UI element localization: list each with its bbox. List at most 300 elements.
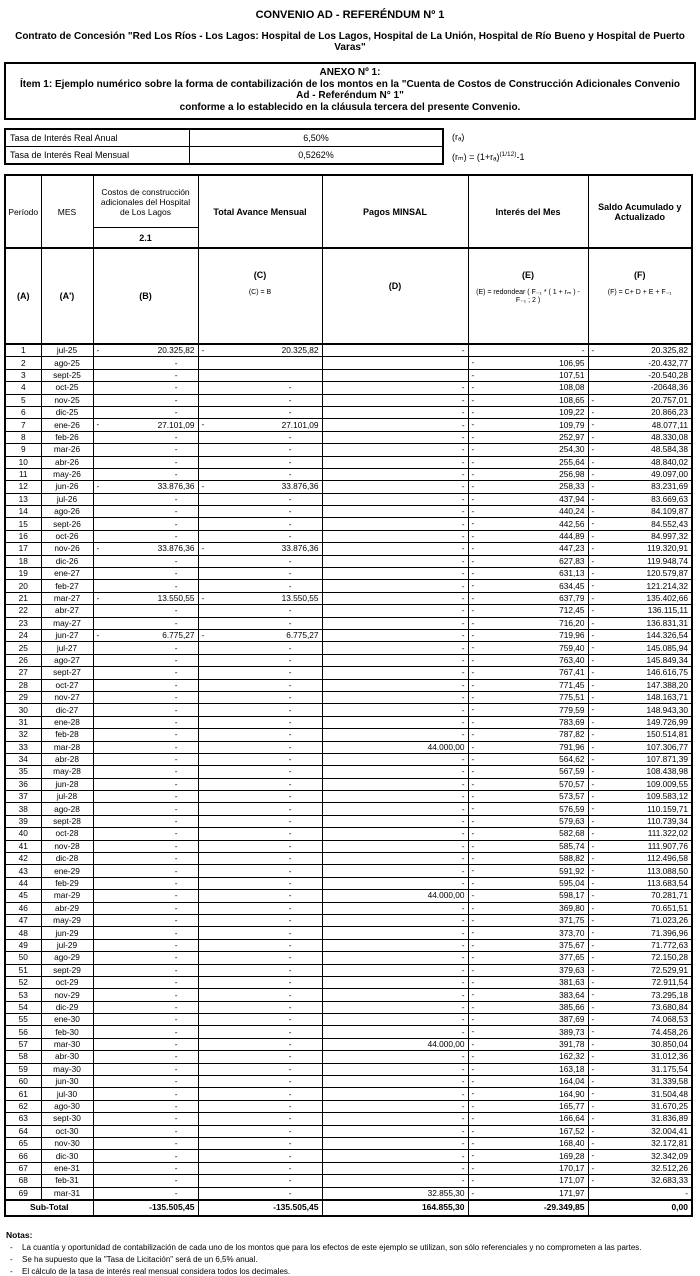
table-row xyxy=(5,444,692,456)
cell-avance: - xyxy=(198,828,322,840)
cell-avance: - xyxy=(198,394,322,406)
formula-f: (F) = C+ D + E + F₋₁ xyxy=(607,288,672,296)
cell-mes: sept-28 xyxy=(41,815,93,827)
cell-avance: - xyxy=(198,1187,322,1200)
cell-mes: ene-31 xyxy=(41,1162,93,1174)
cell-costos: - xyxy=(93,778,198,790)
table-row xyxy=(5,667,692,679)
cell-interes: - 171,97 xyxy=(468,1187,588,1200)
table-row xyxy=(5,344,692,357)
cell-interes: - 391,78 xyxy=(468,1038,588,1050)
column-header-interes: Interés del Mes xyxy=(468,175,588,248)
cell-costos: - xyxy=(93,902,198,914)
cell-saldo: - 71.396,96 xyxy=(588,927,692,939)
cell-periodo: 16 xyxy=(5,530,41,542)
cell-periodo: 32 xyxy=(5,729,41,741)
cell-periodo: 26 xyxy=(5,654,41,666)
cell-costos: - xyxy=(93,1150,198,1162)
cell-mes: oct-28 xyxy=(41,828,93,840)
cell-mes: may-28 xyxy=(41,766,93,778)
note-text: El cálculo de la tasa de interés real mensual considera todos los decimales. xyxy=(22,1266,291,1276)
cell-saldo: - 135.402,66 xyxy=(588,592,692,604)
cell-periodo: 50 xyxy=(5,952,41,964)
cell-pagos: - xyxy=(322,1088,468,1100)
cell-costos: - xyxy=(93,382,198,394)
cell-costos: - 20.325,82 xyxy=(93,344,198,357)
table-row xyxy=(5,877,692,889)
cell-periodo: 58 xyxy=(5,1051,41,1063)
cell-mes: jul-26 xyxy=(41,493,93,505)
cell-mes: nov-27 xyxy=(41,691,93,703)
cell-periodo: 54 xyxy=(5,1001,41,1013)
cell-saldo: -20.432,77 xyxy=(588,357,692,369)
table-row xyxy=(5,382,692,394)
cell-costos: - xyxy=(93,741,198,753)
cell-avance: - xyxy=(198,605,322,617)
cell-mes: dic-28 xyxy=(41,853,93,865)
column-header-avance: Total Avance Mensual xyxy=(198,175,322,248)
cell-avance: - 33.876,36 xyxy=(198,481,322,493)
cell-mes: oct-29 xyxy=(41,976,93,988)
column-letter-a: (A) xyxy=(5,248,41,344)
cell-costos: - xyxy=(93,716,198,728)
cell-mes: oct-25 xyxy=(41,382,93,394)
table-row xyxy=(5,493,692,505)
cell-periodo: 23 xyxy=(5,617,41,629)
cell-saldo: -20.540,28 xyxy=(588,369,692,381)
cell-avance: - xyxy=(198,853,322,865)
cell-mes: nov-29 xyxy=(41,989,93,1001)
cell-pagos: - xyxy=(322,431,468,443)
cell-interes: - 573,57 xyxy=(468,791,588,803)
table-row xyxy=(5,543,692,555)
cell-mes: abr-28 xyxy=(41,753,93,765)
table-row xyxy=(5,1187,692,1200)
cell-periodo: 42 xyxy=(5,853,41,865)
cell-costos: - xyxy=(93,840,198,852)
cell-periodo: 40 xyxy=(5,828,41,840)
cell-avance: - xyxy=(198,952,322,964)
cell-costos: - xyxy=(93,444,198,456)
cell-saldo: - 31.504,48 xyxy=(588,1088,692,1100)
cell-avance: - xyxy=(198,704,322,716)
cell-interes: - 252,97 xyxy=(468,431,588,443)
cell-pagos: - xyxy=(322,927,468,939)
cell-saldo: - 70.651,51 xyxy=(588,902,692,914)
cell-costos: - xyxy=(93,493,198,505)
table-row xyxy=(5,468,692,480)
cell-mes: feb-28 xyxy=(41,729,93,741)
cell-pagos: - xyxy=(322,964,468,976)
cell-avance: - xyxy=(198,1113,322,1125)
cell-pagos: - xyxy=(322,419,468,431)
cell-saldo: - 70.281,71 xyxy=(588,890,692,902)
cell-pagos: - xyxy=(322,555,468,567)
cell-periodo: 66 xyxy=(5,1150,41,1162)
cell-interes: - 442,56 xyxy=(468,518,588,530)
cell-costos: - xyxy=(93,617,198,629)
cell-interes: - 627,83 xyxy=(468,555,588,567)
cell-periodo: 55 xyxy=(5,1014,41,1026)
cell-avance: - xyxy=(198,741,322,753)
cell-periodo: 7 xyxy=(5,419,41,431)
table-row xyxy=(5,803,692,815)
cell-saldo: - 145.085,94 xyxy=(588,642,692,654)
cell-periodo: 64 xyxy=(5,1125,41,1137)
cell-mes: ago-27 xyxy=(41,654,93,666)
cell-costos: - xyxy=(93,1138,198,1150)
cell-mes: nov-26 xyxy=(41,543,93,555)
cell-saldo: - 109.583,12 xyxy=(588,791,692,803)
cell-mes: dic-30 xyxy=(41,1150,93,1162)
column-letter-e: (E) (E) = redondear ( F₋₁ * ( 1 + rₘ ) - F₋₁ ; 2 ) xyxy=(468,248,588,344)
cell-interes: - 108,65 xyxy=(468,394,588,406)
cell-periodo: 65 xyxy=(5,1138,41,1150)
cell-interes: - 167,52 xyxy=(468,1125,588,1137)
cell-mes: sept-26 xyxy=(41,518,93,530)
cell-interes: - 582,68 xyxy=(468,828,588,840)
subtotal-label: Sub-Total xyxy=(5,1200,93,1216)
cell-costos: - xyxy=(93,766,198,778)
cell-pagos: - xyxy=(322,853,468,865)
subtotal-avance: -135.505,45 xyxy=(198,1200,322,1216)
cell-saldo: - 107.306,77 xyxy=(588,741,692,753)
cell-periodo: 29 xyxy=(5,691,41,703)
cell-periodo: 3 xyxy=(5,369,41,381)
cell-saldo: - xyxy=(588,1187,692,1200)
cell-pagos: - xyxy=(322,1113,468,1125)
cell-costos: - xyxy=(93,468,198,480)
amortization-table xyxy=(4,174,693,1217)
cell-periodo: 46 xyxy=(5,902,41,914)
cell-avance: - xyxy=(198,382,322,394)
cell-pagos: - xyxy=(322,753,468,765)
cell-avance: - xyxy=(198,1051,322,1063)
cell-mes: mar-26 xyxy=(41,444,93,456)
cell-mes: jun-29 xyxy=(41,927,93,939)
cell-pagos: - xyxy=(322,828,468,840)
cell-pagos: - xyxy=(322,939,468,951)
cell-mes: abr-26 xyxy=(41,456,93,468)
table-row xyxy=(5,1100,692,1112)
note-item xyxy=(6,1243,696,1252)
cell-mes: ene-30 xyxy=(41,1014,93,1026)
subtotal-saldo: 0,00 xyxy=(588,1200,692,1216)
cell-saldo: - 120.579,87 xyxy=(588,568,692,580)
cell-costos: - xyxy=(93,1175,198,1187)
cell-avance: - xyxy=(198,1100,322,1112)
cell-pagos: - xyxy=(322,766,468,778)
table-row xyxy=(5,890,692,902)
cell-pagos xyxy=(322,357,468,369)
cell-pagos: - xyxy=(322,716,468,728)
column-header-mes: MES xyxy=(41,175,93,248)
column-header-pagos: Pagos MINSAL xyxy=(322,175,468,248)
cell-avance: - 13.550,55 xyxy=(198,592,322,604)
cell-mes: may-27 xyxy=(41,617,93,629)
cell-interes: - 791,96 xyxy=(468,741,588,753)
cell-mes: mar-29 xyxy=(41,890,93,902)
cell-interes: - 163,18 xyxy=(468,1063,588,1075)
anexo-line-1: Ítem 1: Ejemplo numérico sobre la forma de contabilización de los montos en la "Cuenta de Costos de Construcción Adicionales Convenio Ad - Referéndum N° 1" xyxy=(19,79,681,101)
cell-interes: - 588,82 xyxy=(468,853,588,865)
cell-avance: - xyxy=(198,1088,322,1100)
cell-costos: - xyxy=(93,1113,198,1125)
cell-saldo: - 109.009,55 xyxy=(588,778,692,790)
cell-avance: - xyxy=(198,1076,322,1088)
table-row xyxy=(5,902,692,914)
cell-interes: - 634,45 xyxy=(468,580,588,592)
cell-interes: - 375,67 xyxy=(468,939,588,951)
cell-costos: - xyxy=(93,704,198,716)
cell-periodo: 18 xyxy=(5,555,41,567)
header-row-titles xyxy=(5,175,692,248)
table-row xyxy=(5,691,692,703)
notes-heading: Notas: xyxy=(6,1229,33,1240)
column-header-costos xyxy=(93,175,198,248)
cell-interes: - 389,73 xyxy=(468,1026,588,1038)
cell-pagos: 32.855,30 xyxy=(322,1187,468,1200)
cell-periodo: 11 xyxy=(5,468,41,480)
cell-saldo: - 107.871,39 xyxy=(588,753,692,765)
cell-mes: dic-29 xyxy=(41,1001,93,1013)
cell-pagos: - xyxy=(322,1150,468,1162)
cell-periodo: 4 xyxy=(5,382,41,394)
cell-costos: - xyxy=(93,654,198,666)
cell-saldo: - 31.670,25 xyxy=(588,1100,692,1112)
cell-mes: dic-27 xyxy=(41,704,93,716)
cell-saldo: - 83.231,69 xyxy=(588,481,692,493)
cell-pagos: - xyxy=(322,1138,468,1150)
cell-avance: - xyxy=(198,914,322,926)
cell-periodo: 35 xyxy=(5,766,41,778)
cell-periodo: 12 xyxy=(5,481,41,493)
cell-mes: jul-27 xyxy=(41,642,93,654)
cell-avance: - xyxy=(198,555,322,567)
cell-avance: - xyxy=(198,1138,322,1150)
cell-interes: - xyxy=(468,344,588,357)
subtotal-interes: -29.349,85 xyxy=(468,1200,588,1216)
cell-periodo: 67 xyxy=(5,1162,41,1174)
table-row xyxy=(5,865,692,877)
cell-pagos: - xyxy=(322,530,468,542)
cell-pagos: - xyxy=(322,344,468,357)
cell-pagos: - xyxy=(322,543,468,555)
rate-label-monthly: Tasa de Interés Real Mensual xyxy=(5,147,190,165)
cell-costos: - xyxy=(93,1014,198,1026)
cell-pagos: - xyxy=(322,791,468,803)
cell-saldo: - 148.163,71 xyxy=(588,691,692,703)
table-row xyxy=(5,431,692,443)
cell-saldo: - 72.150,28 xyxy=(588,952,692,964)
cell-avance: - xyxy=(198,890,322,902)
cell-pagos: 44.000,00 xyxy=(322,741,468,753)
cell-saldo: - 74.068,53 xyxy=(588,1014,692,1026)
table-row xyxy=(5,654,692,666)
table-row xyxy=(5,406,692,418)
cell-periodo: 61 xyxy=(5,1088,41,1100)
cell-saldo: - 72.529,91 xyxy=(588,964,692,976)
cell-costos: - xyxy=(93,580,198,592)
rate-formula-post: -1 xyxy=(516,152,525,162)
cell-interes: - 371,75 xyxy=(468,914,588,926)
cell-periodo: 31 xyxy=(5,716,41,728)
rate-value-monthly: 0,5262% xyxy=(190,147,444,165)
cell-pagos: - xyxy=(322,1162,468,1174)
cell-pagos: 44.000,00 xyxy=(322,890,468,902)
cell-pagos: - xyxy=(322,815,468,827)
cell-periodo: 38 xyxy=(5,803,41,815)
cell-costos: - xyxy=(93,605,198,617)
cell-mes: jun-26 xyxy=(41,481,93,493)
cell-avance: - 33.876,36 xyxy=(198,543,322,555)
cell-saldo: - 71.023,26 xyxy=(588,914,692,926)
cell-saldo: - 148.943,30 xyxy=(588,704,692,716)
table-row xyxy=(5,629,692,641)
cell-pagos: - xyxy=(322,989,468,1001)
cell-costos: - xyxy=(93,506,198,518)
cell-interes: - 719,96 xyxy=(468,629,588,641)
cell-costos: - 13.550,55 xyxy=(93,592,198,604)
cell-mes: jun-28 xyxy=(41,778,93,790)
cell-interes: - 591,92 xyxy=(468,865,588,877)
cell-interes: - 166,64 xyxy=(468,1113,588,1125)
cell-costos: - 6.775,27 xyxy=(93,629,198,641)
cell-pagos: - xyxy=(322,877,468,889)
cell-costos: - xyxy=(93,1162,198,1174)
cell-periodo: 28 xyxy=(5,679,41,691)
table-row xyxy=(5,976,692,988)
table-row xyxy=(5,704,692,716)
cell-interes: - 170,17 xyxy=(468,1162,588,1174)
cell-avance: - xyxy=(198,815,322,827)
table-row xyxy=(5,1001,692,1013)
cell-interes: - 381,63 xyxy=(468,976,588,988)
table-row xyxy=(5,729,692,741)
cell-avance: - xyxy=(198,568,322,580)
cell-interes: - 598,17 xyxy=(468,890,588,902)
cell-avance: - xyxy=(198,939,322,951)
cell-interes: - 383,64 xyxy=(468,989,588,1001)
cell-mes: nov-28 xyxy=(41,840,93,852)
cell-costos: - xyxy=(93,890,198,902)
table-row xyxy=(5,580,692,592)
cell-interes: - 763,40 xyxy=(468,654,588,666)
cell-pagos: - xyxy=(322,394,468,406)
cell-periodo: 49 xyxy=(5,939,41,951)
cell-saldo: -20648,36 xyxy=(588,382,692,394)
cell-mes: ene-27 xyxy=(41,568,93,580)
table-row xyxy=(5,617,692,629)
cell-costos: - xyxy=(93,679,198,691)
cell-pagos: - xyxy=(322,840,468,852)
cell-mes: may-30 xyxy=(41,1063,93,1075)
cell-saldo: - 48.840,02 xyxy=(588,456,692,468)
cell-mes: may-29 xyxy=(41,914,93,926)
cell-periodo: 5 xyxy=(5,394,41,406)
cell-interes: - 109,79 xyxy=(468,419,588,431)
cell-periodo: 1 xyxy=(5,344,41,357)
cell-periodo: 15 xyxy=(5,518,41,530)
cell-interes: - 254,30 xyxy=(468,444,588,456)
cell-costos: - xyxy=(93,1051,198,1063)
cell-costos: - xyxy=(93,1125,198,1137)
cell-periodo: 59 xyxy=(5,1063,41,1075)
formula-e: (E) = redondear ( F₋₁ * ( 1 + rₘ ) - F₋₁ ; 2 ) xyxy=(476,288,580,304)
costos-title: Costos de construcción adicionales del Hospital de Los Lagos xyxy=(100,186,191,217)
cell-periodo: 24 xyxy=(5,629,41,641)
cell-saldo: - 32.172,81 xyxy=(588,1138,692,1150)
cell-interes: - 771,45 xyxy=(468,679,588,691)
costos-subheader: 2.1 xyxy=(94,227,198,247)
cell-periodo: 51 xyxy=(5,964,41,976)
cell-avance: - xyxy=(198,468,322,480)
cell-saldo: - 49.097,00 xyxy=(588,468,692,480)
column-letter-d: (D) xyxy=(322,248,468,344)
cell-interes: - 576,59 xyxy=(468,803,588,815)
cell-costos: - xyxy=(93,853,198,865)
note-text: La cuantía y oportunidad de contabilización de cada uno de los montos que para los efectos de este ejemplo se utilizan, son sólo referenciales y no comprometen a las partes. xyxy=(22,1242,642,1252)
cell-saldo: - 31.012,36 xyxy=(588,1051,692,1063)
cell-avance: - xyxy=(198,1150,322,1162)
note-item xyxy=(6,1267,696,1276)
cell-mes: feb-27 xyxy=(41,580,93,592)
cell-interes: - 567,59 xyxy=(468,766,588,778)
table-row xyxy=(5,914,692,926)
cell-costos: - xyxy=(93,753,198,765)
cell-mes: nov-25 xyxy=(41,394,93,406)
cell-interes: - 108,08 xyxy=(468,382,588,394)
header-row-letters xyxy=(5,248,692,344)
cell-avance: - xyxy=(198,989,322,1001)
cell-avance: - xyxy=(198,617,322,629)
cell-costos: - xyxy=(93,431,198,443)
table-row xyxy=(5,605,692,617)
column-letter-a2: (A') xyxy=(41,248,93,344)
cell-saldo: - 72.911,54 xyxy=(588,976,692,988)
cell-avance: - xyxy=(198,877,322,889)
rate-formula-monthly xyxy=(452,146,524,166)
cell-mes: abr-29 xyxy=(41,902,93,914)
column-header-periodo: Período xyxy=(5,175,41,248)
cell-costos: - xyxy=(93,1100,198,1112)
table-row xyxy=(5,766,692,778)
cell-pagos: - xyxy=(322,865,468,877)
cell-costos: - xyxy=(93,877,198,889)
cell-saldo: - 146.616,75 xyxy=(588,667,692,679)
table-row xyxy=(5,1014,692,1026)
cell-periodo: 44 xyxy=(5,877,41,889)
cell-interes: - 775,51 xyxy=(468,691,588,703)
note-item xyxy=(6,1255,696,1264)
cell-avance: - xyxy=(198,778,322,790)
cell-interes: - 162,32 xyxy=(468,1051,588,1063)
cell-saldo: - 20.325,82 xyxy=(588,344,692,357)
rate-formula-sup: (1/12) xyxy=(499,151,517,158)
cell-pagos: - xyxy=(322,444,468,456)
cell-interes: - 570,57 xyxy=(468,778,588,790)
cell-costos: - xyxy=(93,976,198,988)
cell-interes: - 164,90 xyxy=(468,1088,588,1100)
cell-saldo: - 30.850,04 xyxy=(588,1038,692,1050)
cell-costos: - xyxy=(93,456,198,468)
cell-interes: - 564,62 xyxy=(468,753,588,765)
cell-costos: - xyxy=(93,691,198,703)
cell-periodo: 14 xyxy=(5,506,41,518)
cell-avance: - xyxy=(198,964,322,976)
formula-c: (C) = B xyxy=(248,288,272,296)
cell-periodo: 25 xyxy=(5,642,41,654)
